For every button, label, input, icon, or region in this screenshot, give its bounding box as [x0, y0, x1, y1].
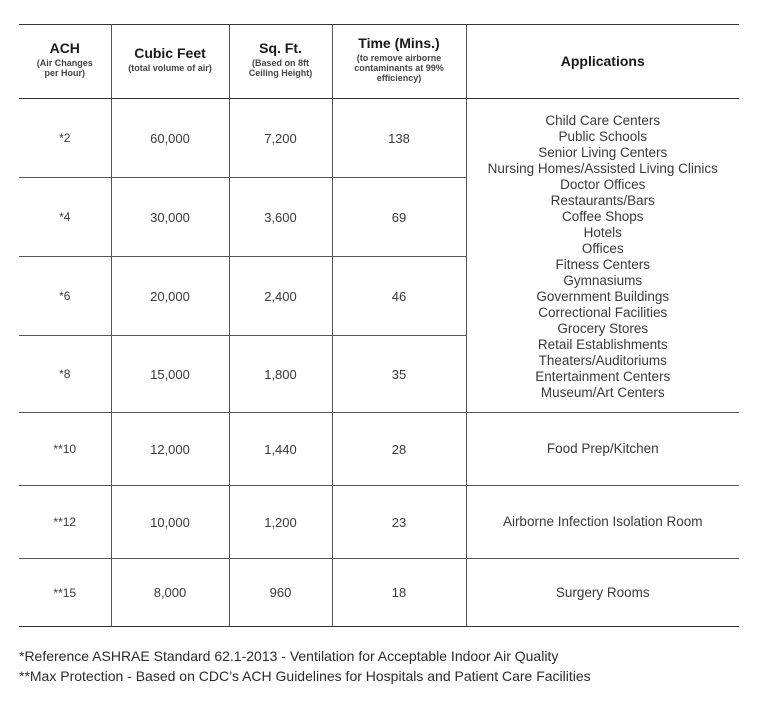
ach-table-container: [19, 24, 739, 627]
ach-value: **15: [19, 559, 111, 627]
list-item: Grocery Stores: [557, 320, 649, 336]
list-item: Correctional Facilities: [538, 304, 668, 320]
time-value: 138: [332, 99, 466, 178]
applications-group-cell: [466, 99, 739, 413]
list-item: Retail Establishments: [537, 336, 668, 352]
list-item: Restaurants/Bars: [550, 192, 655, 208]
table-row: [19, 559, 739, 627]
list-item: Hotels: [583, 224, 622, 240]
sq-ft-value: 960: [229, 559, 332, 627]
list-item: Offices: [581, 240, 624, 256]
list-item: Nursing Homes/Assisted Living Clinics: [487, 160, 718, 176]
table-row: [19, 486, 739, 559]
time-value: 23: [332, 486, 466, 559]
cubic-feet-value: 8,000: [111, 559, 229, 627]
list-item: Coffee Shops: [561, 208, 644, 224]
list-item: Government Buildings: [536, 288, 670, 304]
application-value: Food Prep/Kitchen: [466, 413, 739, 486]
sq-ft-value: 3,600: [229, 178, 332, 257]
sq-ft-value: 1,800: [229, 336, 332, 413]
table-row: [19, 99, 739, 178]
cubic-feet-value: 60,000: [111, 99, 229, 178]
sq-ft-value: 1,440: [229, 413, 332, 486]
sq-ft-value: 7,200: [229, 99, 332, 178]
cubic-feet-value: 20,000: [111, 257, 229, 336]
ach-value: *6: [19, 257, 111, 336]
list-item: Senior Living Centers: [538, 144, 668, 160]
time-value: 46: [332, 257, 466, 336]
sq-ft-value: 2,400: [229, 257, 332, 336]
list-item: Fitness Centers: [555, 256, 651, 272]
list-item: Child Care Centers: [545, 112, 661, 128]
footnote-cdc: **Max Protection - Based on CDC’s ACH Guidelines for Hospitals and Patient Care Facilities: [19, 668, 591, 684]
list-item: Theaters/Auditoriums: [538, 352, 667, 368]
sq-ft-value: 1,200: [229, 486, 332, 559]
application-value: Surgery Rooms: [466, 559, 739, 627]
header-applications: Applications: [466, 25, 739, 99]
ach-value: **12: [19, 486, 111, 559]
header-sq-ft: Sq. Ft. (Based on 8ft Ceiling Height): [229, 25, 332, 99]
list-item: Entertainment Centers: [535, 368, 671, 384]
cubic-feet-value: 12,000: [111, 413, 229, 486]
time-value: 35: [332, 336, 466, 413]
cubic-feet-value: 10,000: [111, 486, 229, 559]
header-ach: ACH (Air Changes per Hour): [19, 25, 111, 99]
header-row: [19, 25, 739, 99]
header-cubic-feet: Cubic Feet (total volume of air): [111, 25, 229, 99]
application-value: Airborne Infection Isolation Room: [466, 486, 739, 559]
time-value: 28: [332, 413, 466, 486]
table-row: [19, 413, 739, 486]
cubic-feet-value: 30,000: [111, 178, 229, 257]
time-value: 69: [332, 178, 466, 257]
footnote-ashrae: *Reference ASHRAE Standard 62.1-2013 - Ventilation for Acceptable Indoor Air Quality: [19, 648, 559, 664]
ach-value: *4: [19, 178, 111, 257]
list-item: Gymnasiums: [563, 272, 643, 288]
list-item: Public Schools: [558, 128, 648, 144]
ach-value: *8: [19, 336, 111, 413]
ach-table: [19, 24, 739, 627]
header-time: Time (Mins.) (to remove airborne contaminants at 99% efficiency): [332, 25, 466, 99]
applications-list: [467, 109, 740, 403]
time-value: 18: [332, 559, 466, 627]
cubic-feet-value: 15,000: [111, 336, 229, 413]
ach-value: *2: [19, 99, 111, 178]
list-item: Doctor Offices: [560, 176, 646, 192]
ach-value: **10: [19, 413, 111, 486]
list-item: Museum/Art Centers: [540, 384, 665, 400]
footnotes: [19, 646, 591, 686]
